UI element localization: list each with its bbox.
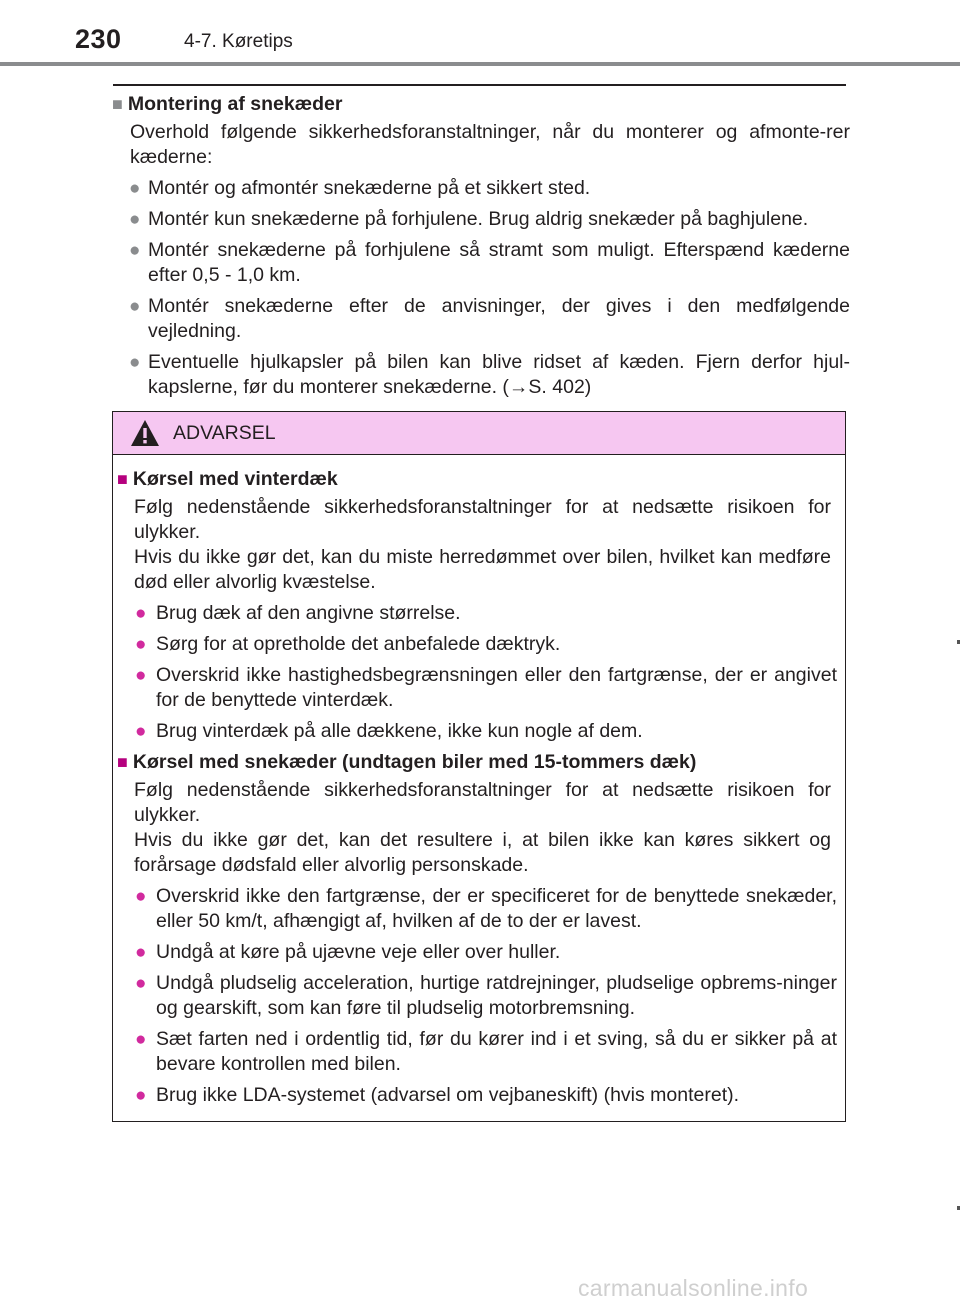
- round-bullet-icon: ●: [135, 665, 147, 686]
- intro-paragraph: Overhold følgende sikkerhedsforanstaltninger, når du monterer og afmonte-rer kæderne:: [130, 121, 850, 168]
- watermark: carmanualsonline.info: [578, 1275, 809, 1301]
- list-item: ● Brug ikke LDA-systemet (advarsel om vejbaneskift) (hvis monteret).: [135, 1084, 740, 1106]
- round-bullet-icon: ●: [135, 886, 147, 907]
- warning-section-heading: ■ Kørsel med snekæder (undtagen biler med 15-tommers dæk): [117, 751, 697, 773]
- round-bullet-icon: ●: [135, 942, 147, 963]
- section-title: 4-7. Køretips: [184, 31, 293, 52]
- list-item: ● Overskrid ikke hastighedsbegrænsningen eller den fartgrænse, der er angivet for de benyttede vinterdæk.: [135, 664, 837, 711]
- list-item: ● Overskrid ikke den fartgrænse, der er specificeret for de benyttede snekæder, eller 50 km/t, afhængigt af, hvilken af de to der er lavest.: [135, 885, 837, 932]
- warning-box: [112, 411, 846, 1122]
- warning-title: ADVARSEL: [173, 422, 276, 444]
- round-bullet-icon: ●: [129, 178, 141, 199]
- list-item: ● Montér snekæderne på forhjulene så stramt som muligt. Efterspænd kæderne efter 0,5 - 1,0 km.: [129, 239, 850, 286]
- round-bullet-icon: ●: [129, 296, 141, 317]
- list-item: ● Montér snekæderne efter de anvisninger, der gives i den medfølgende vejledning.: [129, 295, 850, 342]
- round-bullet-icon: ●: [135, 1029, 147, 1050]
- header-rule: [0, 62, 960, 66]
- section-heading: ■ Montering af snekæder: [112, 93, 343, 115]
- round-bullet-icon: ●: [135, 973, 147, 994]
- warning-paragraph: Hvis du ikke gør det, kan det resultere i, at bilen ikke kan køres sikkert og forårsage dødsfald eller alvorlig personskade.: [134, 829, 831, 876]
- section-rule: [113, 84, 846, 86]
- warning-paragraph: Hvis du ikke gør det, kan du miste herredømmet over bilen, hvilket kan medføre død eller alvorlig kvæstelse.: [134, 546, 831, 593]
- square-bullet-icon: ■: [112, 94, 123, 114]
- list-item: ● Eventuelle hjulkapsler på bilen kan blive ridset af kæden. Fjern derfor hjul-kapslerne, før du monterer snekæderne. (→S. 402): [129, 351, 850, 398]
- round-bullet-icon: ●: [129, 240, 141, 261]
- round-bullet-icon: ●: [135, 603, 147, 624]
- list-item: ● Brug dæk af den angivne størrelse.: [135, 602, 461, 624]
- warning-paragraph: Følg nedenstående sikkerhedsforanstaltninger for at nedsætte risikoen for ulykker.: [134, 496, 831, 543]
- page-number: 230: [75, 24, 122, 54]
- list-item: ● Undgå pludselig acceleration, hurtige ratdrejninger, pludselige opbrems-ninger og gearskift, som kan føre til pludselig motorbremsning.: [135, 972, 837, 1019]
- list-item: ● Montér kun snekæderne på forhjulene. Brug aldrig snekæder på baghjulene.: [129, 208, 809, 230]
- main-content: [112, 92, 850, 406]
- round-bullet-icon: ●: [135, 721, 147, 742]
- warning-paragraph: Følg nedenstående sikkerhedsforanstaltninger for at nedsætte risikoen for ulykker.: [134, 779, 831, 826]
- list-item: ● Brug vinterdæk på alle dækkene, ikke kun nogle af dem.: [135, 720, 643, 742]
- list-item: ● Sæt farten ned i ordentlig tid, før du kører ind i et sving, så du er sikker på at bevare kontrollen med bilen.: [135, 1028, 837, 1075]
- warning-section-heading: ■ Kørsel med vinterdæk: [117, 468, 338, 490]
- page-header: [0, 0, 960, 66]
- round-bullet-icon: ●: [135, 634, 147, 655]
- round-bullet-icon: ●: [129, 352, 141, 373]
- square-bullet-icon: ■: [117, 752, 128, 772]
- warning-header: [113, 412, 845, 455]
- warning-triangle-icon: [130, 419, 160, 447]
- list-item: ● Undgå at køre på ujævne veje eller over huller.: [135, 941, 561, 963]
- list-item: ● Montér og afmontér snekæderne på et sikkert sted.: [129, 177, 591, 199]
- list-item: ● Sørg for at opretholde det anbefalede dæktryk.: [135, 633, 561, 655]
- round-bullet-icon: ●: [129, 209, 141, 230]
- square-bullet-icon: ■: [117, 469, 128, 489]
- round-bullet-icon: ●: [135, 1085, 147, 1106]
- warning-body: [113, 467, 845, 1114]
